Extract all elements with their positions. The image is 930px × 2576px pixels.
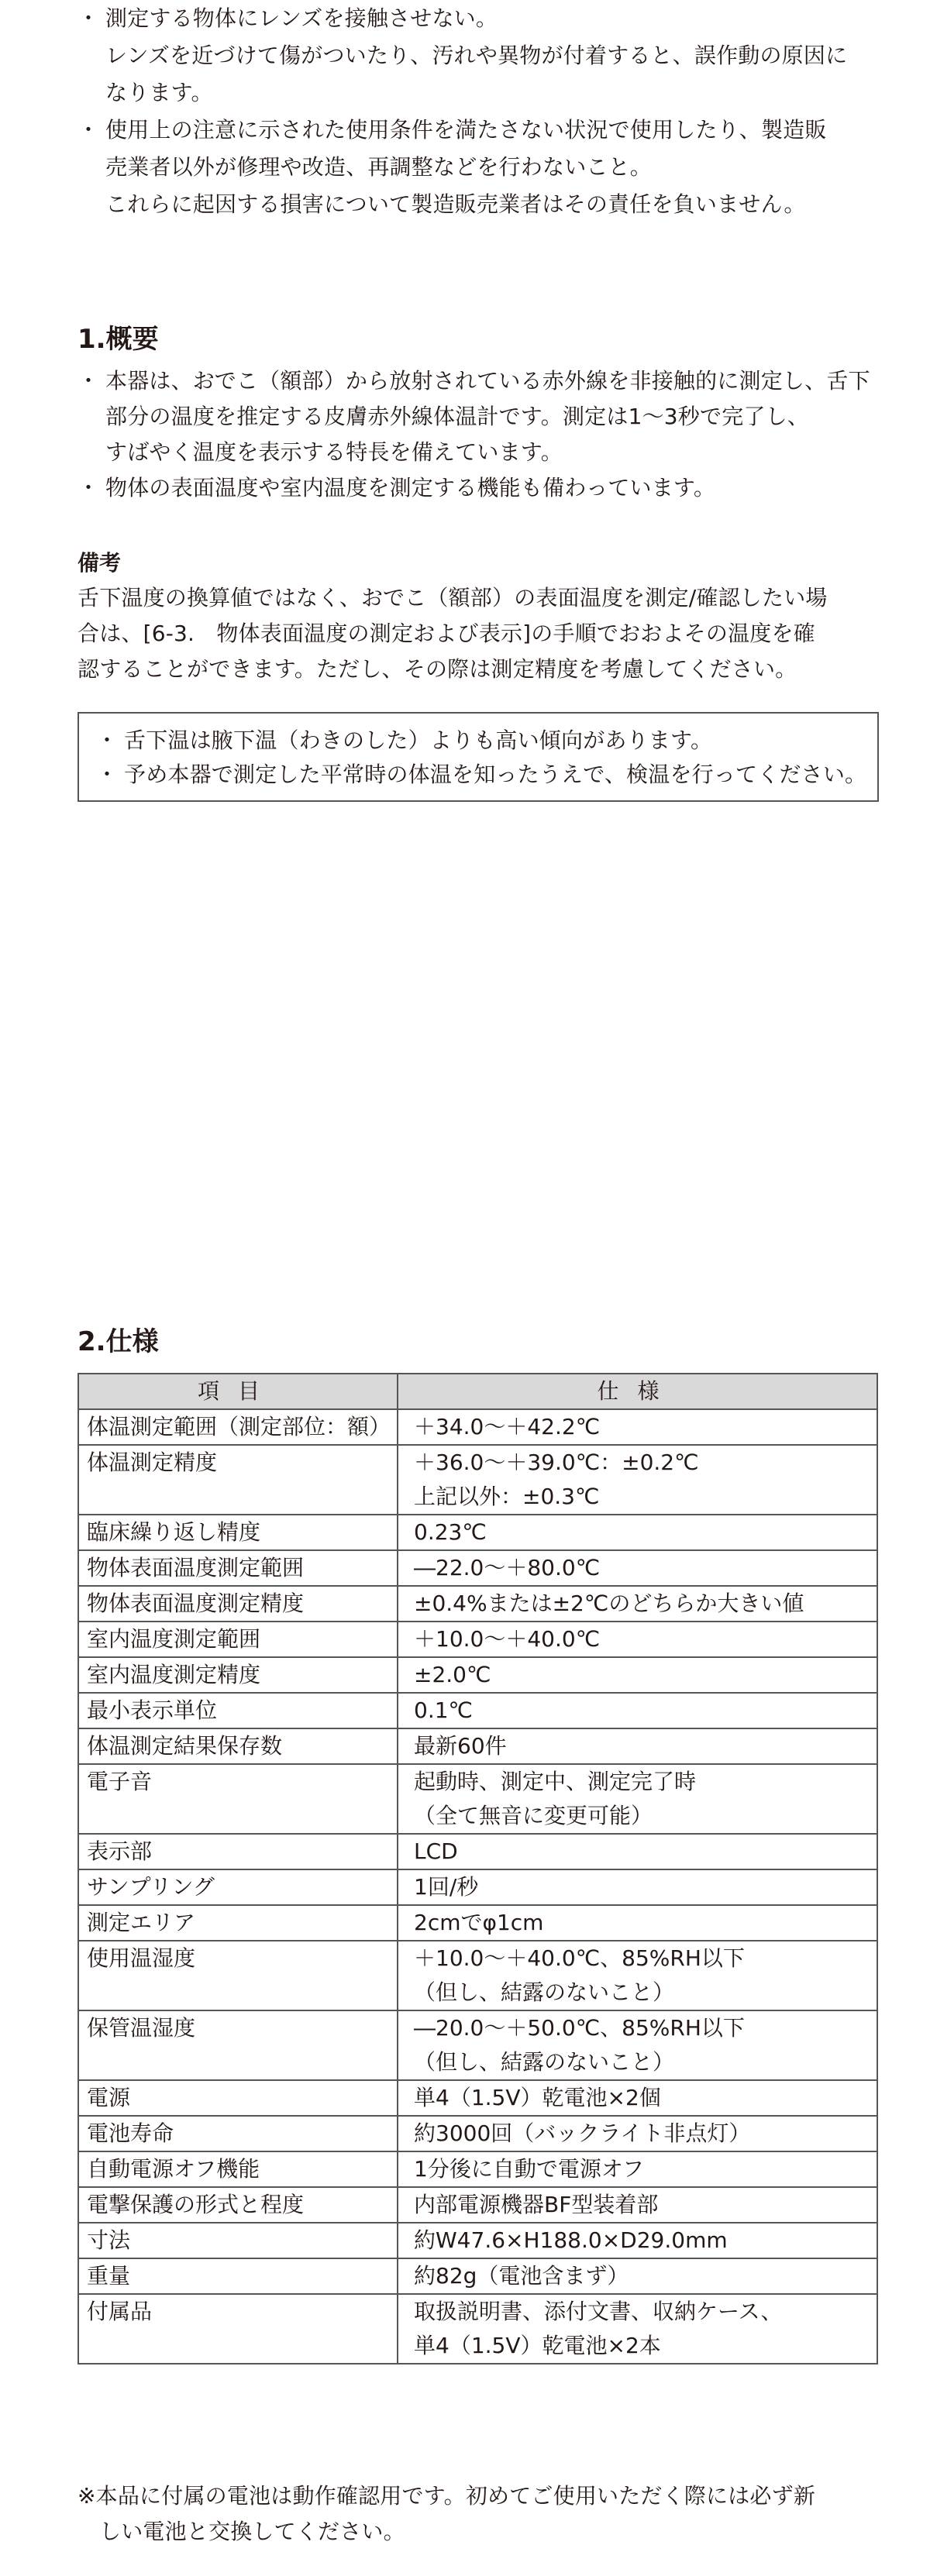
spec-value-cell — [398, 2187, 877, 2223]
table-row — [78, 2151, 877, 2187]
table-row — [78, 2294, 877, 2364]
spec-value-line: 単4（1.5V）乾電池×2個 — [414, 2085, 661, 2110]
spec-value-line: 起動時、測定中、測定完了時 — [414, 1769, 697, 1794]
spec-value-line: 約W47.6×H188.0×D29.0mm — [414, 2227, 728, 2253]
spec-value-cell — [398, 1764, 877, 1834]
spec-item-cell: 体温測定結果保存数 — [78, 1728, 398, 1764]
bullet-mark: ・ — [78, 475, 100, 500]
table-row — [78, 1622, 877, 1657]
table-row — [78, 1445, 877, 1515]
spec-value-line: 約3000回（バックライト非点灯） — [414, 2120, 751, 2146]
spec-item-cell: 付属品 — [78, 2294, 398, 2364]
table-row — [78, 2187, 877, 2223]
spec-value-line: （但し、結露のないこと） — [414, 1979, 675, 2005]
remarks-title: 備考 — [78, 550, 122, 576]
spec-value-cell — [398, 1586, 877, 1622]
caution-line: レンズを近づけて傷がついたり、汚れや異物が付着すると、誤作動の原因に — [105, 43, 848, 68]
spec-value-cell — [398, 1515, 877, 1550]
spec-header-item: 項目 — [78, 1374, 398, 1409]
spec-table-body — [78, 1409, 877, 2364]
spec-value-line: 最新60件 — [414, 1733, 507, 1759]
caution-line: 売業者以外が修理や改造、再調整などを行わないこと。 — [105, 154, 653, 180]
spec-value-cell — [398, 1693, 877, 1728]
bullet-mark: ・ — [78, 5, 100, 31]
spec-value-line: 2cmでφ1cm — [414, 1910, 544, 1935]
spec-value-cell — [398, 2223, 877, 2258]
table-row — [78, 1728, 877, 1764]
table-row — [78, 2223, 877, 2258]
spec-value-cell — [398, 1409, 877, 1445]
footnote-line: しい電池と交換してください。 — [99, 2519, 405, 2544]
spec-value-line: 1分後に自動で電源オフ — [414, 2156, 644, 2182]
spec-item-cell: 体温測定範囲（測定部位：額） — [78, 1409, 398, 1445]
spec-value-cell — [398, 2294, 877, 2364]
spec-value-line: ―22.0～＋80.0℃ — [414, 1555, 601, 1580]
spec-item-cell: 臨床繰り返し精度 — [78, 1515, 398, 1550]
spec-value-line: ＋10.0～＋40.0℃ — [414, 1626, 601, 1652]
spec-item-cell: 保管温湿度 — [78, 2010, 398, 2080]
spec-value-line: ＋34.0～＋42.2℃ — [414, 1414, 601, 1439]
spec-item-cell: 物体表面温度測定範囲 — [78, 1550, 398, 1586]
spec-value-cell — [398, 1728, 877, 1764]
spec-header-row — [78, 1374, 877, 1409]
overview-line: 物体の表面温度や室内温度を測定する機能も備わっています。 — [105, 475, 716, 500]
spec-item-cell: 室内温度測定範囲 — [78, 1622, 398, 1657]
bullet-mark: ・ — [78, 368, 100, 394]
spec-value-line: 1回/秒 — [414, 1874, 479, 1900]
bullet-mark: ・ — [78, 117, 100, 143]
bullet-mark: ・ — [96, 762, 119, 787]
spec-item-cell: 最小表示単位 — [78, 1693, 398, 1728]
spec-item-cell: 使用温湿度 — [78, 1941, 398, 2010]
spec-value-line: 内部電源機器BF型装着部 — [414, 2192, 659, 2217]
table-row — [78, 1764, 877, 1834]
spec-value-line: （但し、結露のないこと） — [414, 2049, 675, 2075]
caution-line: これらに起因する損害について製造販売業者はその責任を負いません。 — [105, 191, 806, 217]
overview-line: すばやく温度を表示する特長を備えています。 — [105, 439, 563, 465]
table-row — [78, 1869, 877, 1905]
remarks-line: 舌下温度の換算値ではなく、おでこ（額部）の表面温度を測定/確認したい場 — [78, 585, 828, 610]
spec-value-line: ±2.0℃ — [414, 1662, 491, 1687]
table-row — [78, 1941, 877, 2010]
spec-item-cell: 電源 — [78, 2080, 398, 2116]
table-row — [78, 2258, 877, 2294]
spec-value-cell — [398, 2080, 877, 2116]
spec-value-cell — [398, 2116, 877, 2151]
spec-title: 2.仕様 — [78, 1326, 159, 1357]
table-row — [78, 1693, 877, 1728]
spec-item-cell: 表示部 — [78, 1834, 398, 1869]
overview-line: 部分の温度を推定する皮膚赤外線体温計です。測定は1～3秒で完了し、 — [105, 404, 809, 429]
spec-value-line: ―20.0～＋50.0℃、85%RH以下 — [414, 2015, 745, 2041]
table-row — [78, 1657, 877, 1693]
spec-value-line: 0.1℃ — [414, 1697, 473, 1723]
spec-item-cell: 電池寿命 — [78, 2116, 398, 2151]
spec-value-cell — [398, 1834, 877, 1869]
spec-item-cell: 電子音 — [78, 1764, 398, 1834]
spec-value-cell — [398, 1905, 877, 1941]
spec-value-line: 単4（1.5V）乾電池×2本 — [414, 2333, 661, 2358]
table-row — [78, 2010, 877, 2080]
spec-value-line: 上記以外：±0.3℃ — [414, 1484, 600, 1509]
spec-value-cell — [398, 1657, 877, 1693]
spec-value-cell — [398, 1869, 877, 1905]
spec-value-line: 取扱説明書、添付文書、収納ケース、 — [414, 2299, 783, 2324]
table-row — [78, 1586, 877, 1622]
table-row — [78, 1550, 877, 1586]
spec-value-cell — [398, 1550, 877, 1586]
spec-value-cell — [398, 1622, 877, 1657]
table-row — [78, 1834, 877, 1869]
spec-item-cell: 測定エリア — [78, 1905, 398, 1941]
remarks-line: 認することができます。ただし、その際は測定精度を考慮してください。 — [78, 656, 797, 682]
spec-value-cell — [398, 1445, 877, 1515]
overview-line: 本器は、おでこ（額部）から放射されている赤外線を非接触的に測定し、舌下 — [105, 368, 870, 394]
overview-title: 1.概要 — [78, 324, 159, 355]
spec-value-cell — [398, 2010, 877, 2080]
caution-line: なります。 — [105, 80, 213, 105]
table-row — [78, 2116, 877, 2151]
spec-value-line: （全て無音に変更可能） — [414, 1803, 653, 1828]
spec-value-line: 0.23℃ — [414, 1519, 487, 1545]
table-row — [78, 1515, 877, 1550]
bullet-mark: ・ — [96, 727, 119, 753]
spec-item-cell: 室内温度測定精度 — [78, 1657, 398, 1693]
spec-value-line: ±0.4%または±2℃のどちらか大きい値 — [414, 1591, 804, 1616]
spec-value-line: ＋10.0～＋40.0℃、85%RH以下 — [414, 1945, 745, 1971]
spec-item-cell: 自動電源オフ機能 — [78, 2151, 398, 2187]
remarks-line: 合は、[6-3. 物体表面温度の測定および表示]の手順でおおよその温度を確 — [78, 621, 815, 646]
table-row — [78, 1409, 877, 1445]
spec-value-cell — [398, 1941, 877, 2010]
footnote-line: ※本品に付属の電池は動作確認用です。初めてご使用いただく際には必ず新 — [78, 2483, 816, 2509]
spec-item-cell: 電撃保護の形式と程度 — [78, 2187, 398, 2223]
spec-value-line: 約82g（電池含まず） — [414, 2263, 629, 2289]
table-row — [78, 1905, 877, 1941]
spec-item-cell: サンプリング — [78, 1869, 398, 1905]
spec-value-line: ＋36.0～＋39.0℃：±0.2℃ — [414, 1450, 699, 1475]
spec-item-cell: 重量 — [78, 2258, 398, 2294]
table-row — [78, 2080, 877, 2116]
note-line: 予め本器で測定した平常時の体温を知ったうえで、検温を行ってください。 — [124, 762, 867, 787]
spec-value-cell — [398, 2151, 877, 2187]
spec-value-line: LCD — [414, 1838, 458, 1864]
caution-line: 使用上の注意に示された使用条件を満たさない状況で使用したり、製造販 — [105, 117, 827, 143]
caution-line: 測定する物体にレンズを接触させない。 — [105, 5, 498, 31]
spec-table — [78, 1373, 878, 2364]
spec-header-spec: 仕様 — [398, 1374, 877, 1409]
spec-value-cell — [398, 2258, 877, 2294]
note-line: 舌下温は腋下温（わきのした）よりも高い傾向があります。 — [124, 727, 713, 753]
spec-item-cell: 体温測定精度 — [78, 1445, 398, 1515]
spec-item-cell: 物体表面温度測定精度 — [78, 1586, 398, 1622]
spec-item-cell: 寸法 — [78, 2223, 398, 2258]
